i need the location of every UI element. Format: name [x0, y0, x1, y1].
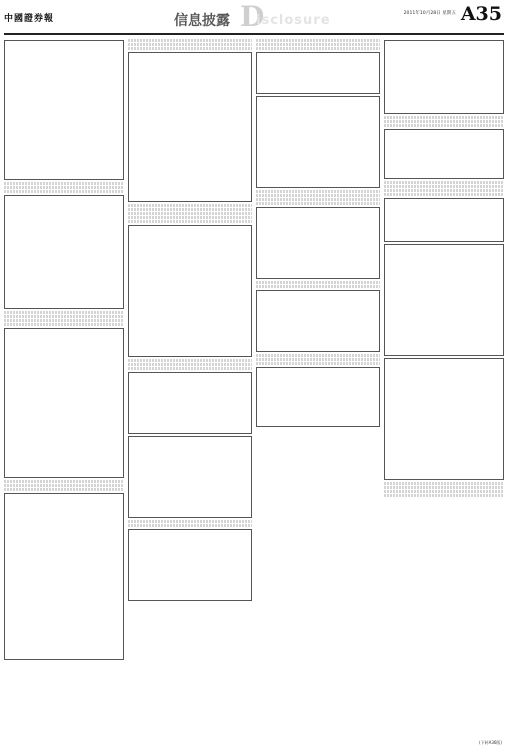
- performance-table: [256, 207, 380, 279]
- fee-table: [256, 367, 380, 427]
- nav-table: [384, 129, 504, 179]
- manager-table: [384, 244, 504, 356]
- continued-note: (下转A36版): [479, 740, 502, 745]
- newspaper-logo: 中國證券報: [4, 14, 55, 24]
- dividend-table: [384, 198, 504, 242]
- financial-table: [128, 529, 252, 601]
- holdings-table-4: [4, 493, 124, 660]
- transaction-table: [256, 290, 380, 352]
- fund-info-table: [128, 436, 252, 518]
- chart-box: [384, 40, 504, 114]
- org-chart: [128, 372, 252, 434]
- column-2: [128, 38, 252, 742]
- holder-table: [384, 358, 504, 480]
- holdings-table-6: [128, 225, 252, 357]
- section-initial: D: [240, 0, 265, 33]
- section-title-en: isclosure: [256, 13, 331, 28]
- dateline: 2011年10月28日 星期五: [403, 11, 456, 16]
- holdings-table-2: [4, 195, 124, 309]
- section-title: [174, 0, 331, 33]
- masthead-rule: [4, 33, 504, 35]
- section-title-cn: 信息披露: [174, 13, 230, 29]
- page-number: A35: [460, 3, 502, 25]
- column-3: [256, 38, 380, 742]
- column-1: [4, 38, 124, 742]
- column-4: [384, 38, 504, 742]
- holdings-table-3: [4, 328, 124, 478]
- holdings-table-1: [4, 40, 124, 180]
- profile-table: [256, 96, 380, 188]
- holdings-table-5: [128, 52, 252, 202]
- masthead: [4, 0, 504, 33]
- indicator-table: [256, 52, 380, 94]
